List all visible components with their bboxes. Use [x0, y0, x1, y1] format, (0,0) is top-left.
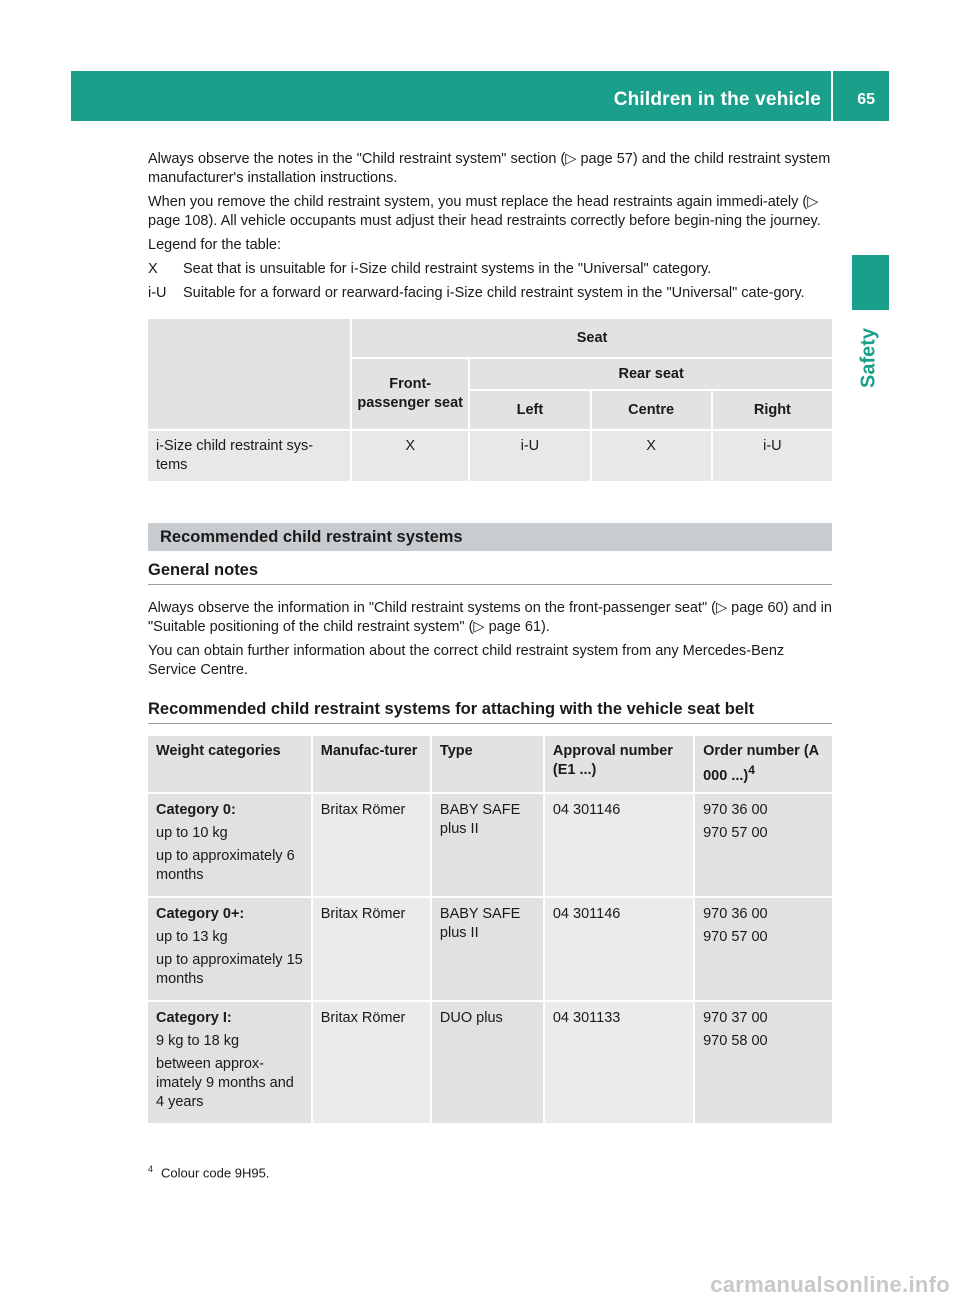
order-number: 970 36 00: [703, 802, 768, 818]
table-row: [148, 1002, 832, 1123]
header-bar: [71, 71, 889, 121]
page-number: 65: [857, 91, 875, 108]
intro-paragraph: When you remove the child restraint system, you must replace the head restraints again immedi-ately (▷ page 108). All vehicle occupants must adjust their head restraints correctly before begin-ning the journey.: [148, 194, 821, 229]
rear-centre-header: Centre: [592, 391, 711, 429]
column-header: Manufac-turer: [313, 736, 430, 792]
column-header: Order number (A 000 ...)$^4$: [695, 736, 832, 792]
approval-cell: 04 301133: [545, 1002, 693, 1123]
notes-paragraph: Always observe the information in "Child restraint systems on the front-passenger seat" (▷ page 60) and in "Suitable positioning of the child restraint system" (▷ page 61).: [148, 600, 832, 635]
category-name: Category I:: [156, 1010, 232, 1026]
approval-cell: 04 301146: [545, 794, 693, 896]
type-cell: BABY SAFE plus II: [432, 794, 543, 896]
footnote-mark: 4: [748, 763, 755, 777]
manufacturer-cell: Britax Römer: [313, 1002, 430, 1123]
header-separator: [831, 71, 833, 121]
type-cell: BABY SAFE plus II: [432, 898, 543, 1000]
footnote: [148, 1164, 269, 1180]
approval-cell: 04 301146: [545, 898, 693, 1000]
recommended-systems-table: [146, 734, 834, 1125]
rear-left-header: Left: [470, 391, 589, 429]
page-title: Children in the vehicle: [613, 89, 821, 110]
category-name: Category 0+:: [156, 906, 245, 922]
legend-key: X: [148, 261, 158, 277]
page-content: [148, 150, 832, 1125]
table-cell: i-U: [713, 431, 832, 481]
column-header: Weight categories: [148, 736, 311, 792]
category-name: Category 0:: [156, 802, 236, 818]
order-number: 970 57 00: [703, 929, 768, 945]
section-heading: Recommended child restraint systems: [148, 523, 832, 551]
type-cell: DUO plus: [432, 1002, 543, 1123]
category-weight: up to 10 kg: [156, 825, 228, 841]
category-age: up to approximately 15 months: [156, 952, 303, 987]
table-cell: i-U: [470, 431, 589, 481]
manufacturer-cell: Britax Römer: [313, 794, 430, 896]
seat-header: Seat: [352, 319, 832, 357]
legend-key: i-U: [148, 285, 167, 301]
recommended-heading: Recommended child restraint systems for attaching with the vehicle seat belt: [148, 700, 832, 724]
footnote-text: Colour code 9H95.: [161, 1165, 270, 1181]
front-passenger-header: Front-passenger seat: [352, 359, 468, 429]
table-empty-corner: [148, 319, 350, 429]
legend-text: Seat that is unsuitable for i-Size child restraint systems in the "Universal" category.: [183, 261, 712, 277]
column-header: Type: [432, 736, 543, 792]
row-label: i-Size child restraint sys-tems: [148, 431, 350, 481]
legend-item: [148, 284, 832, 303]
order-number: 970 57 00: [703, 825, 768, 841]
rear-right-header: Right: [713, 391, 832, 429]
side-tab-label: Safety: [857, 327, 880, 389]
category-age: between approx-imately 9 months and 4 years: [156, 1056, 294, 1110]
seat-suitability-table: [146, 317, 834, 483]
footnote-mark: 4: [148, 1164, 154, 1174]
category-age: up to approximately 6 months: [156, 848, 295, 883]
table-row: [148, 898, 832, 1000]
order-number: 970 37 00: [703, 1010, 768, 1026]
general-notes-heading: General notes: [148, 561, 832, 585]
legend-title: Legend for the table:: [148, 237, 282, 253]
order-number: 970 36 00: [703, 906, 768, 922]
table-cell: X: [352, 431, 468, 481]
rear-seat-header: Rear seat: [470, 359, 832, 389]
category-weight: up to 13 kg: [156, 929, 228, 945]
intro-paragraph: Always observe the notes in the "Child restraint system" section (▷ page 57) and the child restraint system manufacturer's installation instructions.: [148, 151, 831, 186]
column-header: Approval number (E1 ...): [545, 736, 693, 792]
table-cell: X: [592, 431, 711, 481]
side-tab-marker: [852, 255, 889, 310]
category-weight: 9 kg to 18 kg: [156, 1033, 240, 1049]
watermark: carmanualsonline.info: [710, 1272, 950, 1297]
legend-text: Suitable for a forward or rearward-facing i-Size child restraint system in the "Universal" cate-gory.: [183, 285, 805, 301]
manufacturer-cell: Britax Römer: [313, 898, 430, 1000]
legend-item: [148, 260, 832, 279]
table-row: [148, 794, 832, 896]
notes-paragraph: You can obtain further information about the correct child restraint system from any Mercedes-Benz Service Centre.: [148, 643, 785, 678]
order-number: 970 58 00: [703, 1033, 768, 1049]
